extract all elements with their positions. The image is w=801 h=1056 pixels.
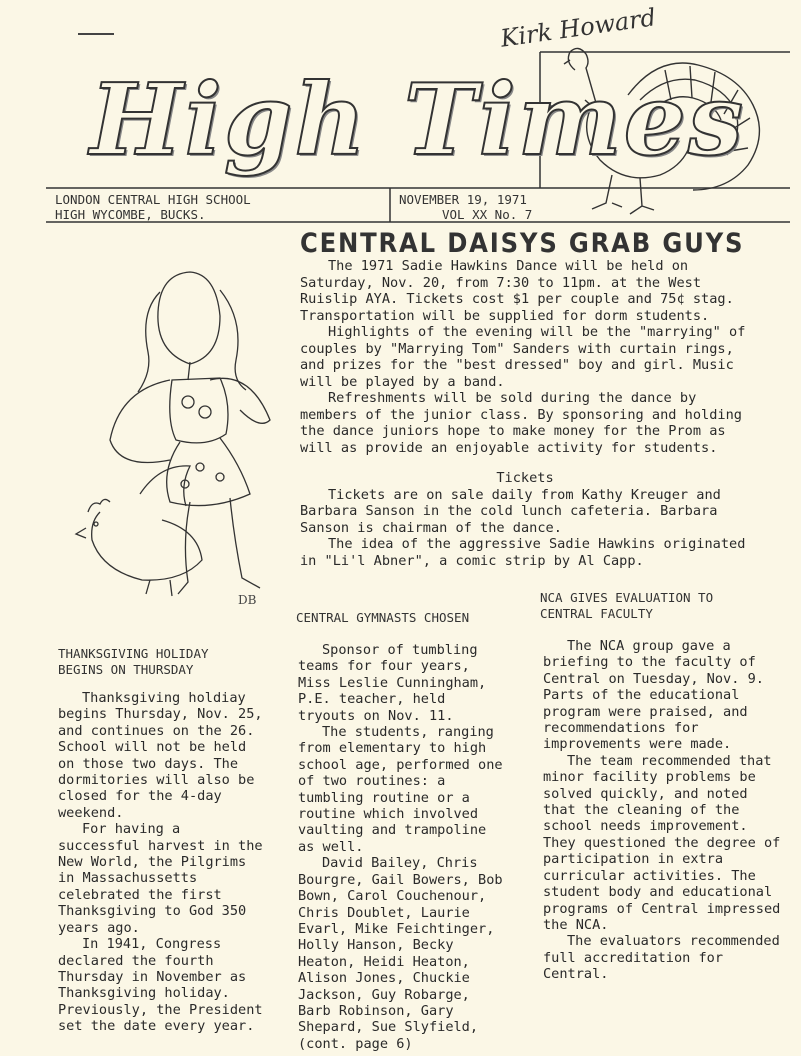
article-paragraph: For having a successful harvest in the New World, the Pilgrims in Massachussetts celebrated the first Thanksgiving to God 350 years ago.: [58, 821, 263, 936]
thanksgiving-headline: THANKSGIVING HOLIDAY BEGINS ON THURSDAY: [58, 646, 209, 677]
article-paragraph: The NCA group gave a briefing to the faculty of Central on Tuesday, Nov. 9. Parts of the educational program were praised, and recommendations for improvements were made.: [543, 638, 764, 753]
article-paragraph: David Bailey, Chris Bourgre, Gail Bowers, Bob Bown, Carol Couchenour, Chris Doublet, Laurie Evarl, Mike Feichtinger, Holly Hanson, Becky Heaton, Heidi Heaton, Alison Jones, Chuckie Jackson, Guy Robarge, Barb Robinson, Gary Shepard, Sue Slyfield, (cont. page 6): [298, 855, 503, 1052]
article-paragraph: The students, ranging from elementary to high school age, performed one of two routines: a tumbling routine or a routine which involved vaulting and trampoline as well.: [298, 724, 503, 855]
article-paragraph: The evaluators recommended full accreditation for Central.: [543, 933, 780, 983]
lead-headline: CENTRAL DAISYS GRAB GUYS: [300, 228, 745, 259]
issue-date: NOVEMBER 19, 1971: [399, 192, 527, 207]
lead-paragraph: Tickets are on sale daily from Kathy Kreuger and Barbara Sanson in the cold lunch cafeteria. Barbara Sanson is chairman of the dance.: [300, 486, 721, 536]
school-name: LONDON CENTRAL HIGH SCHOOL: [55, 192, 251, 207]
gymnasts-article: [298, 642, 508, 1052]
gymnasts-headline: CENTRAL GYMNASTS CHOSEN: [296, 610, 470, 625]
article-paragraph: Sponsor of tumbling teams for four years, Miss Leslie Cunningham, P.E. teacher, held tryouts on Nov. 11.: [298, 642, 487, 724]
nca-headline: NCA GIVES EVALUATION TO CENTRAL FACULTY: [540, 590, 714, 621]
lead-story: [300, 258, 750, 569]
article-paragraph: Thanksgiving holdiay begins Thursday, Nov. 25, and continues on the 26. School will not be held on those two days. The dormitories will also be closed for the 4-day weekend.: [58, 690, 263, 821]
article-paragraph: In 1941, Congress declared the fourth Thursday in November as Thanksgiving holiday. Previously, the President set the date every year.: [58, 936, 263, 1035]
lead-paragraph: Refreshments will be sold during the dance by members of the junior class. By sponsoring and holding the dance juniors hope to make money for the Prom as will as provide an enjoyable activity for students.: [300, 390, 742, 456]
thanksgiving-article: [58, 690, 263, 1035]
tickets-subhead: Tickets: [496, 470, 554, 486]
rooster-drawing: [76, 466, 202, 596]
lead-paragraph: Highlights of the evening will be the "marrying" of couples by "Marrying Tom" Sanders with curtain rings, and prizes for the "best dressed" boy and girl. Music will be played by a band.: [300, 324, 746, 390]
daisy-mae-drawing: [60, 262, 300, 612]
lead-paragraph: The 1971 Sadie Hawkins Dance will be held on Saturday, Nov. 20, from 7:30 to 11pm. at the West Ruislip AYA. Tickets cost $1 per couple and 75¢ stag. Transportation will be supplied for dorm students.: [300, 258, 734, 324]
issue-volume: VOL XX No. 7: [442, 207, 533, 222]
masthead-title: High Times: [90, 63, 746, 178]
artist-initials: DB: [238, 593, 257, 607]
nca-article: [543, 638, 781, 983]
article-paragraph: The team recommended that minor facility problems be solved quickly, and noted that the cleaning of the school needs improvement. They questioned the degree of participation in extra curricular activities. The student body and educational programs of Central impressed the NCA.: [543, 752, 781, 933]
lead-paragraph: The idea of the aggressive Sadie Hawkins originated in "Li'l Abner", a comic strip by Al Capp.: [300, 536, 746, 569]
handwritten-signature: Kirk Howard: [498, 3, 658, 53]
school-location: HIGH WYCOMBE, BUCKS.: [55, 207, 206, 222]
